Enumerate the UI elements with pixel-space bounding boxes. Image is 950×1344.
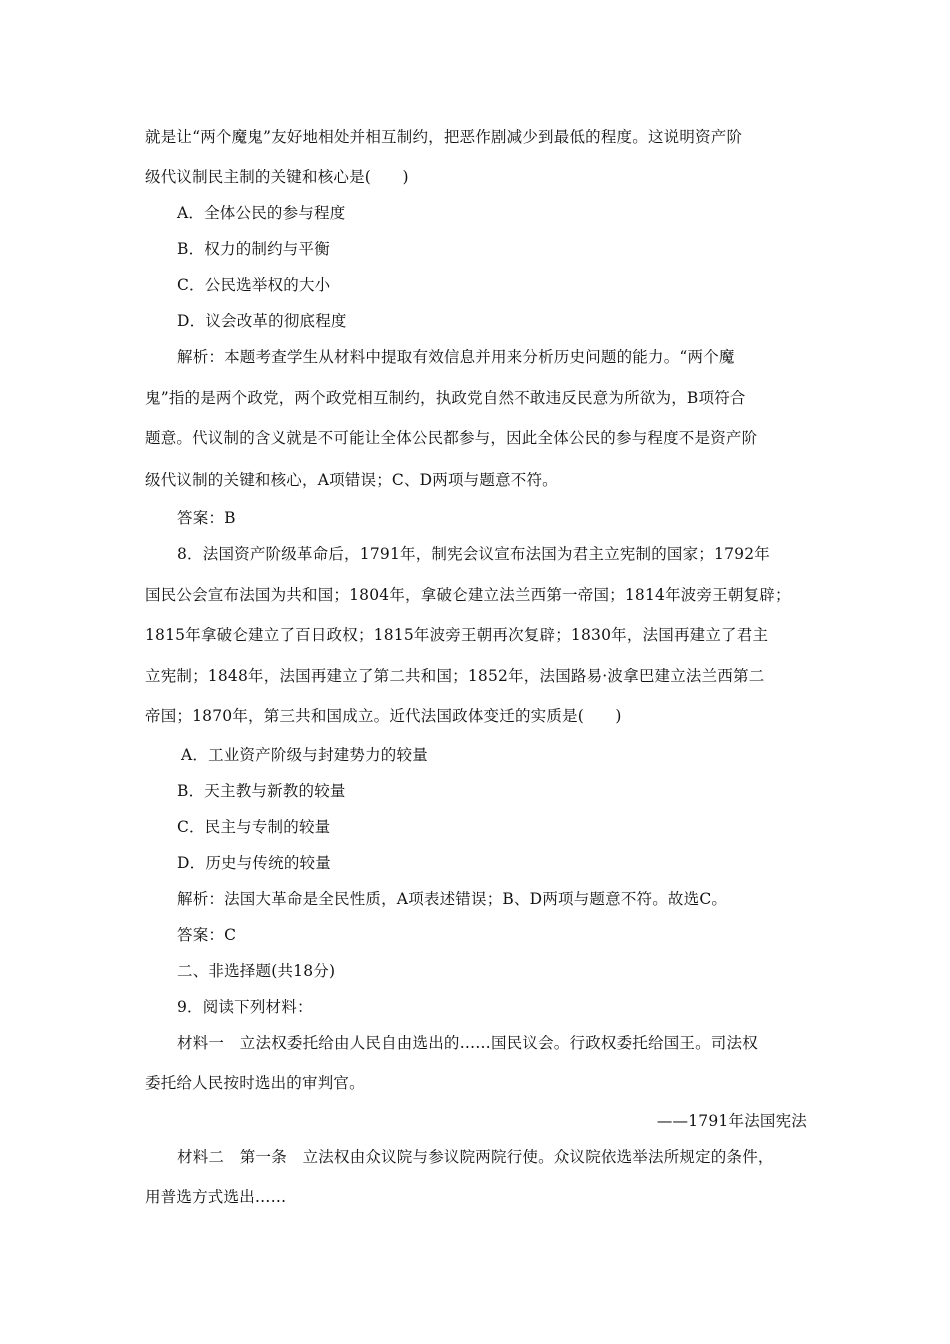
q9-material2-line-1: 材料二 第一条 立法权由众议院与参议院两院行使。众议院依选举法所规定的条件， bbox=[177, 1148, 774, 1166]
q7-option-a: A．全体公民的参与程度 bbox=[177, 204, 346, 222]
q7-analysis-line-2: 鬼”指的是两个政党，两个政党相互制约，执政党自然不敢违反民意为所欲为，B项符合 bbox=[145, 389, 746, 407]
q8-answer: 答案：C bbox=[177, 926, 237, 944]
q8-option-d: D．历史与传统的较量 bbox=[177, 854, 331, 872]
q8-analysis: 解析：法国大革命是全民性质，A项表述错误；B、D两项与题意不符。故选C。 bbox=[177, 890, 728, 908]
q7-stem-line-2: 级代议制民主制的关键和核心是( ) bbox=[145, 168, 409, 186]
q8-option-c: C．民主与专制的较量 bbox=[177, 818, 331, 836]
q9-material1-source: ——1791年法国宪法 bbox=[656, 1112, 807, 1130]
q9-material1-line-1: 材料一 立法权委托给由人民自由选出的……国民议会。行政权委托给国王。司法权 bbox=[177, 1034, 758, 1052]
q7-option-c: C．公民选举权的大小 bbox=[177, 276, 331, 294]
q8-stem-line-2: 国民公会宣布法国为共和国；1804年，拿破仑建立法兰西第一帝国；1814年波旁王朝复辟； bbox=[145, 586, 791, 604]
q9-material2-line-2: 用普选方式选出…… bbox=[145, 1188, 287, 1206]
q8-option-a: A．工业资产阶级与封建势力的较量 bbox=[181, 746, 428, 764]
q7-option-b: B．权力的制约与平衡 bbox=[177, 240, 330, 258]
q7-stem-line-1: 就是让“两个魔鬼”友好地相处并相互制约，把恶作剧减少到最低的程度。这说明资产阶 bbox=[145, 128, 743, 146]
q8-stem-line-5: 帝国；1870年，第三共和国成立。近代法国政体变迁的实质是( ) bbox=[145, 707, 622, 725]
q7-analysis-line-3: 题意。代议制的含义就是不可能让全体公民都参与，因此全体公民的参与程度不是资产阶 bbox=[145, 429, 758, 447]
q7-analysis-line-1: 解析：本题考查学生从材料中提取有效信息并用来分析历史问题的能力。“两个魔 bbox=[177, 348, 735, 366]
q8-stem-line-4: 立宪制；1848年，法国再建立了第二共和国；1852年，法国路易·波拿巴建立法兰西第二 bbox=[145, 667, 765, 685]
q9-intro: 9．阅读下列材料： bbox=[177, 998, 313, 1016]
q7-analysis-line-4: 级代议制的关键和核心，A项错误；C、D两项与题意不符。 bbox=[145, 471, 558, 489]
q7-option-d: D．议会改革的彻底程度 bbox=[177, 312, 347, 330]
q8-stem-line-3: 1815年拿破仑建立了百日政权；1815年波旁王朝再次复辟；1830年，法国再建立了君主 bbox=[145, 626, 769, 644]
q9-material1-line-2: 委托给人民按时选出的审判官。 bbox=[145, 1074, 365, 1092]
q8-stem-line-1: 8．法国资产阶级革命后，1791年，制宪会议宣布法国为君主立宪制的国家；1792年 bbox=[177, 545, 770, 563]
q7-answer: 答案：B bbox=[177, 509, 236, 527]
q8-option-b: B．天主教与新教的较量 bbox=[177, 782, 346, 800]
section-heading: 二、非选择题(共18分) bbox=[177, 962, 336, 980]
